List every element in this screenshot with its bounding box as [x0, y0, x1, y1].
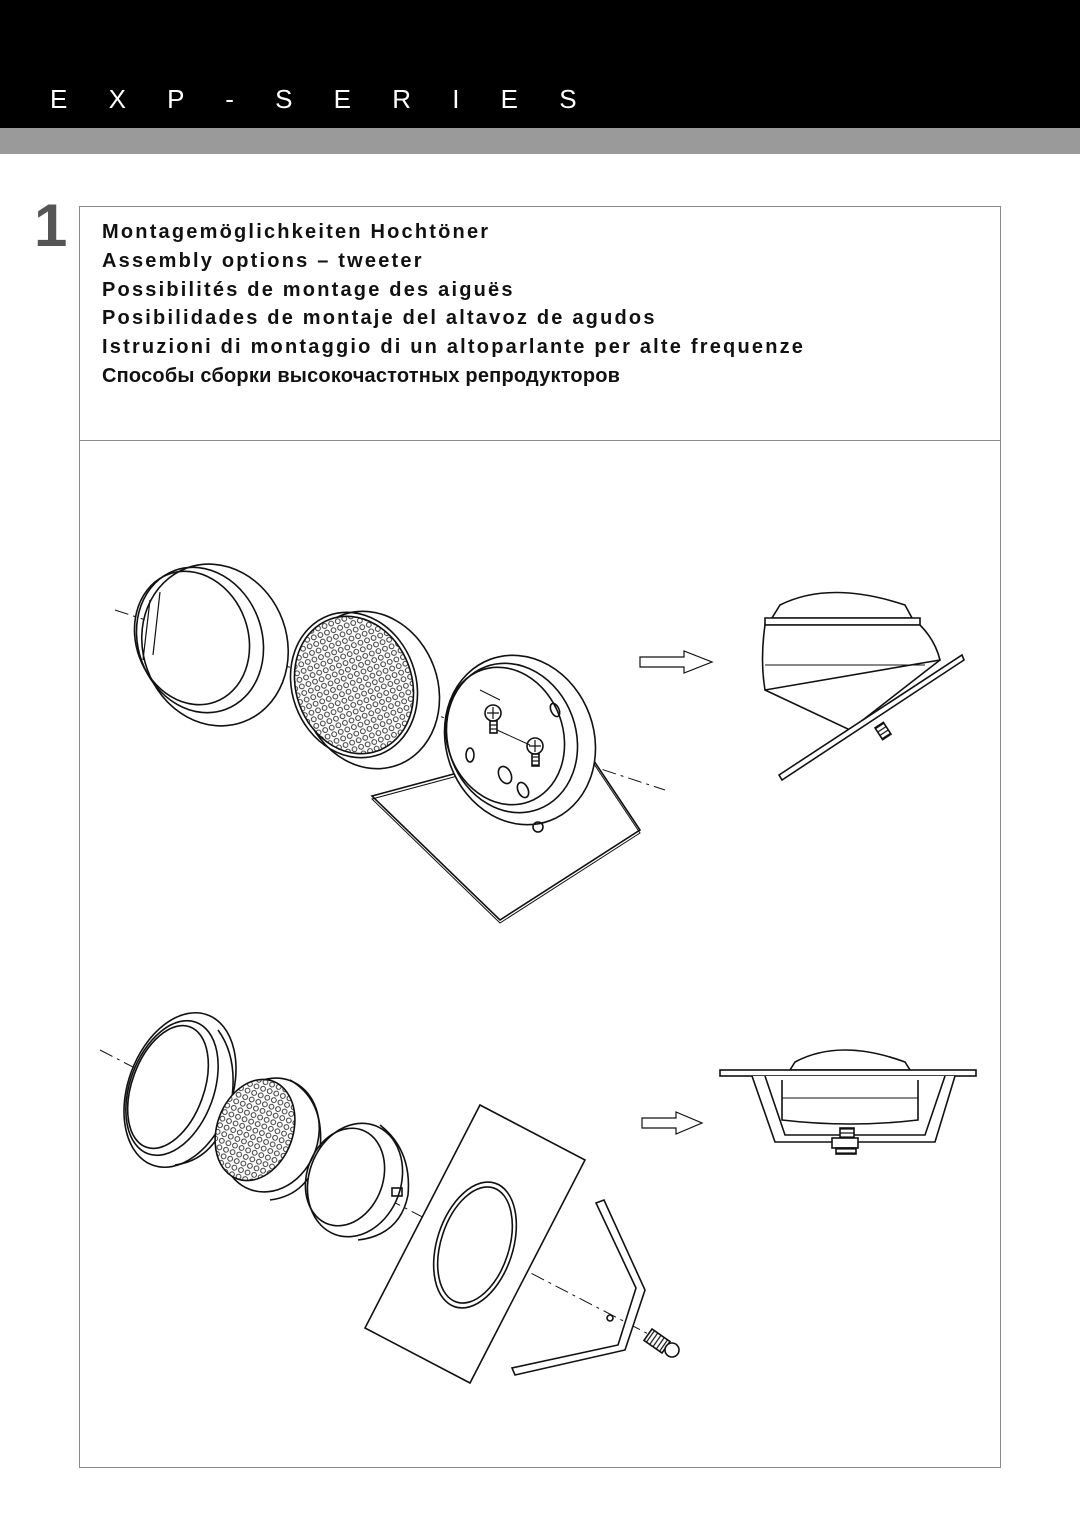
title-es: Posibilidades de montaje del altavoz de agudos — [102, 307, 657, 330]
title-fr: Possibilités de montage des aiguës — [102, 278, 515, 301]
grille — [270, 592, 461, 789]
series-title: E X P - S E R I E S — [50, 84, 594, 114]
title-it: Istruzioni di montaggio di un altoparlante per alte frequenze — [102, 336, 806, 359]
assembled-surface-view — [763, 593, 965, 781]
title-en: Assembly options – tweeter — [102, 249, 424, 272]
flush-mount-exploded — [100, 997, 976, 1383]
arrow-top — [640, 651, 712, 673]
arrow-bottom — [642, 1112, 702, 1134]
section-number: 1 — [34, 192, 68, 259]
title-de: Montagemöglichkeiten Hochtöner — [102, 221, 491, 243]
assembled-flush-view — [720, 1050, 976, 1154]
trim-ring — [116, 543, 311, 746]
bracket-screw — [644, 1329, 679, 1357]
surface-mount-exploded — [115, 543, 964, 923]
title-ru: Способы сборки высокочастотных репродукторов — [102, 364, 621, 387]
